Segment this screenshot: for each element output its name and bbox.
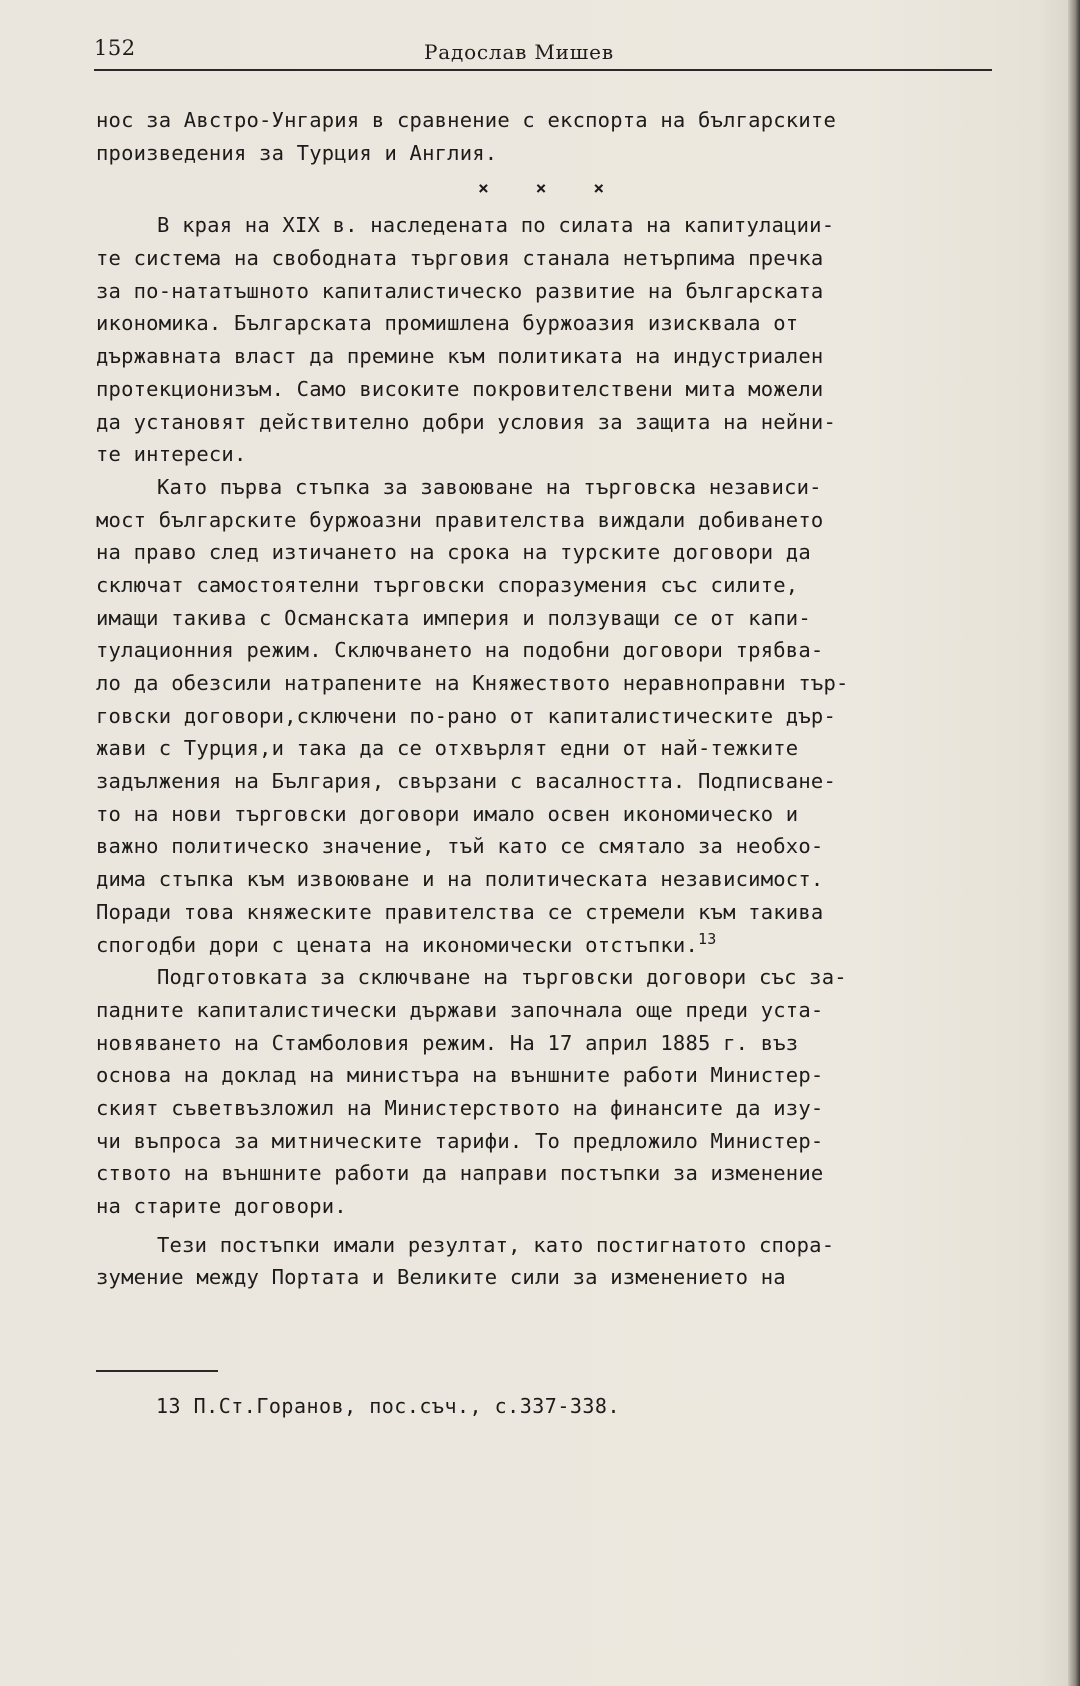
text-line: тулационния режим. Сключването на подобни договори трябва- xyxy=(96,638,824,663)
header-rule xyxy=(94,69,992,71)
text-line: спогодби дори с цената на икономически отстъпки. xyxy=(96,932,699,957)
footnote: 13 П.Ст.Горанов, пос.съч., с.337-338. xyxy=(156,1394,621,1418)
text-line: Подготовката за сключване на търговски договори със за- xyxy=(157,965,847,990)
page-edge-shadow xyxy=(1068,0,1080,1686)
text-line: Тези постъпки имали резултат, като постигнатото спора- xyxy=(157,1232,835,1257)
section-separator: × × × xyxy=(478,178,623,200)
text-line: сключат самостоятелни търговски споразумения със силите, xyxy=(96,572,799,597)
text-line: мост българските буржоазни правителства виждали добиването xyxy=(96,507,824,532)
text-line: новяването на Стамболовия режим. На 17 април 1885 г. въз xyxy=(96,1030,799,1055)
text-line: те интереси. xyxy=(96,442,247,467)
text-line: основа на доклад на министъра на външните работи Министер- xyxy=(96,1063,824,1088)
body-text xyxy=(96,104,1002,1294)
text-line: те система на свободната търговия станала нетърпима пречка xyxy=(96,246,824,271)
text-line: важно политическо значение, тъй като се смятало за необхо- xyxy=(96,834,824,859)
text-line: ло да обезсили натрапените на Княжеството неравноправни тър- xyxy=(96,671,849,695)
text-line: за по-нататъшното капиталистическо развитие на българската xyxy=(96,278,824,303)
text-line: говски договори,сключени по-рано от капиталистическите дър- xyxy=(96,703,836,728)
text-line: на право след изтичането на срока на турските договори да xyxy=(96,540,811,565)
text-line: да установят действително добри условия за защита на нейни- xyxy=(96,409,836,434)
text-line: то на нови търговски договори имало освен икономическо и xyxy=(96,801,799,826)
text-line: дима стъпка към извоюване и на политическата независимост. xyxy=(96,867,824,892)
text-line: зумение между Портата и Великите сили за изменението на xyxy=(96,1265,786,1290)
text-line: произведения за Турция и Англия. xyxy=(96,140,498,165)
text-line: нос за Австро-Унгария в сравнение с експорта на българските xyxy=(96,108,836,132)
text-line: протекционизъм. Само високите покровителствени мита можели xyxy=(96,376,824,401)
text-line: падните капиталистически държави започнала още преди уста- xyxy=(96,997,824,1022)
text-line: В края на XIX в. наследената по силата на капитулации- xyxy=(157,213,835,238)
text-line: икономика. Българската промишлена буржоазия изисквала от xyxy=(96,311,799,336)
text-line: Като първа стъпка за завоюване на търговска независи- xyxy=(157,474,822,499)
text-line: жави с Турция,и така да се отхвърлят едни от най-тежките xyxy=(96,736,799,761)
text-line: Поради това княжеските правителства се стремели към такива xyxy=(96,899,824,924)
footnote-rule xyxy=(96,1370,218,1372)
text-line: ският съветвъзложил на Министерството на финансите да изу- xyxy=(96,1095,824,1120)
footnote-reference: 13 xyxy=(698,929,717,948)
text-line-with-note xyxy=(96,929,1002,962)
text-line: на старите договори. xyxy=(96,1194,347,1218)
text-line: имащи такива с Османската империя и ползуващи се от капи- xyxy=(96,605,811,630)
text-line: държавната власт да премине към политиката на индустриален xyxy=(96,344,824,369)
text-line: ството на външните работи да направи постъпки за изменение xyxy=(96,1161,824,1186)
page-number: 152 xyxy=(94,36,136,60)
page-header xyxy=(94,36,990,72)
text-line: чи въпроса за митническите тарифи. То предложило Министер- xyxy=(96,1128,824,1153)
running-head: Радослав Мишев xyxy=(424,40,614,64)
text-line: задължения на България, свързани с васалността. Подписване- xyxy=(96,769,836,794)
